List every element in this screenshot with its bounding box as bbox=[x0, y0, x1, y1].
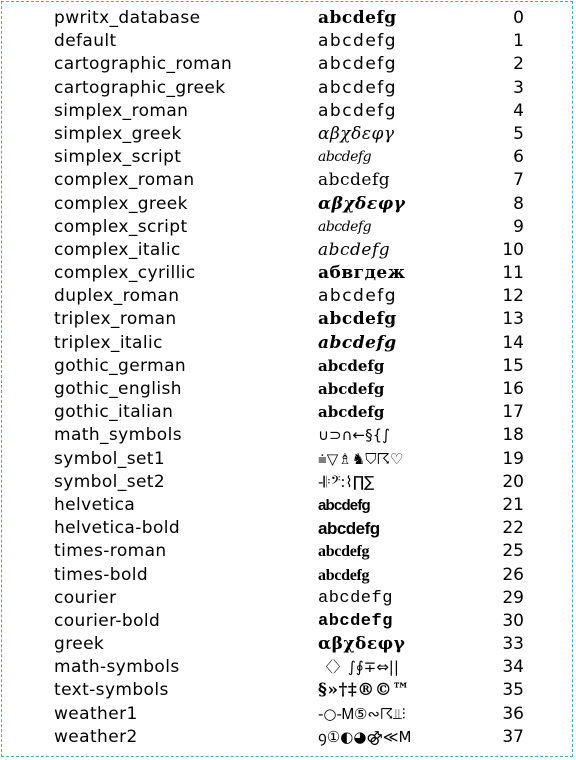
font-sample: -𝄆𝄢:⌇∏∑ bbox=[318, 472, 375, 491]
font-index: 3 bbox=[513, 77, 524, 98]
font-index: 8 bbox=[513, 193, 524, 214]
font-name: weather1 bbox=[54, 703, 138, 724]
font-sample: abcdefg bbox=[318, 611, 393, 631]
font-name: simplex_greek bbox=[54, 123, 182, 144]
font-name: complex_cyrillic bbox=[54, 263, 196, 284]
font-sample: abcdefg bbox=[318, 77, 398, 98]
font-row bbox=[0, 100, 576, 123]
font-sample: ⩧▽♗♞⛉☈♡ bbox=[318, 449, 404, 468]
font-index: 25 bbox=[502, 541, 524, 562]
font-sample: abcdefg bbox=[318, 519, 380, 539]
font-sample: -○-Ꮇ⑤∾☈⫫⫶ bbox=[318, 704, 406, 723]
font-index: 16 bbox=[502, 379, 524, 399]
font-row bbox=[0, 633, 576, 656]
font-index: 35 bbox=[502, 680, 524, 701]
font-index: 21 bbox=[502, 494, 524, 515]
font-sample: abcdefg bbox=[318, 170, 391, 191]
font-row bbox=[0, 308, 576, 331]
font-name: complex_greek bbox=[54, 193, 188, 214]
font-index: 20 bbox=[502, 471, 524, 492]
font-index: 0 bbox=[513, 8, 524, 28]
font-sample: §»†‡®©™ bbox=[318, 680, 410, 701]
font-row bbox=[0, 564, 576, 587]
font-name: courier-bold bbox=[54, 610, 161, 631]
font-name: math-symbols bbox=[54, 657, 180, 678]
font-name: gothic_italian bbox=[54, 402, 174, 423]
font-sample: ꝯ①◐◕⚣≪Ⅿ bbox=[318, 727, 412, 746]
font-index: 2 bbox=[513, 54, 524, 75]
font-index: 1 bbox=[513, 31, 524, 52]
font-row bbox=[0, 401, 576, 424]
font-row bbox=[0, 193, 576, 216]
font-name: times-roman bbox=[54, 541, 167, 562]
font-name: helvetica-bold bbox=[54, 518, 181, 539]
font-row bbox=[0, 656, 576, 679]
font-row bbox=[0, 30, 576, 53]
font-sample: abcdefg bbox=[318, 309, 397, 330]
font-name: complex_script bbox=[54, 216, 188, 237]
font-row bbox=[0, 146, 576, 169]
font-name: cartographic_roman bbox=[54, 54, 233, 75]
font-row bbox=[0, 332, 576, 355]
font-sample: abcdefg bbox=[318, 588, 393, 608]
font-name: complex_roman bbox=[54, 170, 195, 191]
font-row bbox=[0, 726, 576, 749]
font-name: helvetica bbox=[54, 494, 136, 515]
font-row bbox=[0, 216, 576, 239]
font-name: gothic_german bbox=[54, 355, 187, 376]
font-sample: abcdefg bbox=[318, 403, 385, 422]
font-name: courier bbox=[54, 587, 117, 608]
font-index: 33 bbox=[502, 634, 524, 655]
font-sample: abcdefg bbox=[318, 100, 398, 121]
font-sample: abcdefg bbox=[318, 356, 385, 375]
font-index: 4 bbox=[513, 100, 524, 121]
font-sample: ∪⊃∩←§{∫ bbox=[318, 426, 390, 445]
font-row bbox=[0, 239, 576, 262]
font-sample: αβχδεφγ bbox=[318, 123, 395, 144]
font-sample: αβχδεφγ bbox=[318, 634, 406, 655]
font-sample: abcdefg bbox=[318, 543, 370, 561]
font-name: weather2 bbox=[54, 726, 138, 747]
font-index: 26 bbox=[502, 564, 524, 585]
font-row bbox=[0, 679, 576, 702]
font-name: symbol_set2 bbox=[54, 471, 166, 492]
font-index: 36 bbox=[502, 703, 524, 724]
font-sample: abcdefg bbox=[318, 239, 391, 260]
font-sample: abcdefg bbox=[318, 218, 372, 235]
font-row bbox=[0, 123, 576, 146]
font-index: 15 bbox=[502, 355, 524, 376]
font-name: complex_italic bbox=[54, 239, 181, 260]
font-row bbox=[0, 262, 576, 285]
font-index: 11 bbox=[502, 263, 524, 284]
font-row bbox=[0, 703, 576, 726]
font-sample: abcdefg bbox=[318, 496, 370, 514]
font-row bbox=[0, 285, 576, 308]
font-sample: abcdefg bbox=[318, 149, 372, 166]
font-index: 6 bbox=[513, 147, 524, 168]
font-index: 5 bbox=[513, 123, 524, 144]
font-row bbox=[0, 7, 576, 30]
font-name: pwritx_database bbox=[54, 8, 201, 28]
font-row bbox=[0, 355, 576, 378]
font-name: triplex_roman bbox=[54, 309, 177, 330]
font-row bbox=[0, 471, 576, 494]
font-row bbox=[0, 610, 576, 633]
font-sample: abcdefg bbox=[318, 380, 385, 398]
font-row bbox=[0, 448, 576, 471]
font-index: 7 bbox=[513, 170, 524, 191]
font-sample: abcdefg bbox=[318, 566, 370, 584]
font-row bbox=[0, 77, 576, 100]
font-sample: абвгдеж bbox=[318, 263, 406, 284]
font-row bbox=[0, 53, 576, 76]
font-table bbox=[0, 7, 576, 749]
font-name: simplex_script bbox=[54, 147, 182, 168]
font-sample: abcdefg bbox=[318, 286, 398, 307]
font-sample: abcdefg bbox=[318, 54, 398, 75]
font-row bbox=[0, 540, 576, 563]
font-index: 30 bbox=[502, 610, 524, 631]
font-sample: abcdefg bbox=[318, 8, 397, 28]
font-name: text-symbols bbox=[54, 680, 169, 701]
font-name: triplex_italic bbox=[54, 332, 163, 353]
font-name: symbol_set1 bbox=[54, 448, 166, 469]
font-index: 18 bbox=[502, 425, 524, 446]
font-name: duplex_roman bbox=[54, 286, 180, 307]
font-index: 19 bbox=[502, 448, 524, 469]
font-index: 13 bbox=[502, 309, 524, 330]
font-name: cartographic_greek bbox=[54, 77, 226, 98]
font-index: 12 bbox=[502, 286, 524, 307]
font-name: gothic_english bbox=[54, 379, 182, 399]
font-index: 9 bbox=[513, 216, 524, 237]
font-name: simplex_roman bbox=[54, 100, 189, 121]
font-sample: 〈〉∫∮∓⇔|| bbox=[318, 658, 399, 677]
font-row bbox=[0, 587, 576, 610]
font-index: 17 bbox=[502, 402, 524, 423]
font-name: times-bold bbox=[54, 564, 149, 585]
font-row bbox=[0, 424, 576, 447]
font-row bbox=[0, 494, 576, 517]
font-sample: abcdefg bbox=[318, 332, 397, 353]
font-name: default bbox=[54, 31, 117, 52]
font-row bbox=[0, 169, 576, 192]
font-row bbox=[0, 517, 576, 540]
font-name: math_symbols bbox=[54, 425, 182, 446]
font-index: 37 bbox=[502, 726, 524, 747]
font-row bbox=[0, 378, 576, 401]
font-index: 29 bbox=[502, 587, 524, 608]
font-sample: abcdefg bbox=[318, 31, 398, 52]
font-index: 14 bbox=[502, 332, 524, 353]
font-index: 10 bbox=[502, 239, 524, 260]
font-index: 34 bbox=[502, 657, 524, 678]
font-name: greek bbox=[54, 634, 105, 655]
font-index: 22 bbox=[502, 518, 524, 539]
font-sample: αβχδεφγ bbox=[318, 193, 406, 214]
